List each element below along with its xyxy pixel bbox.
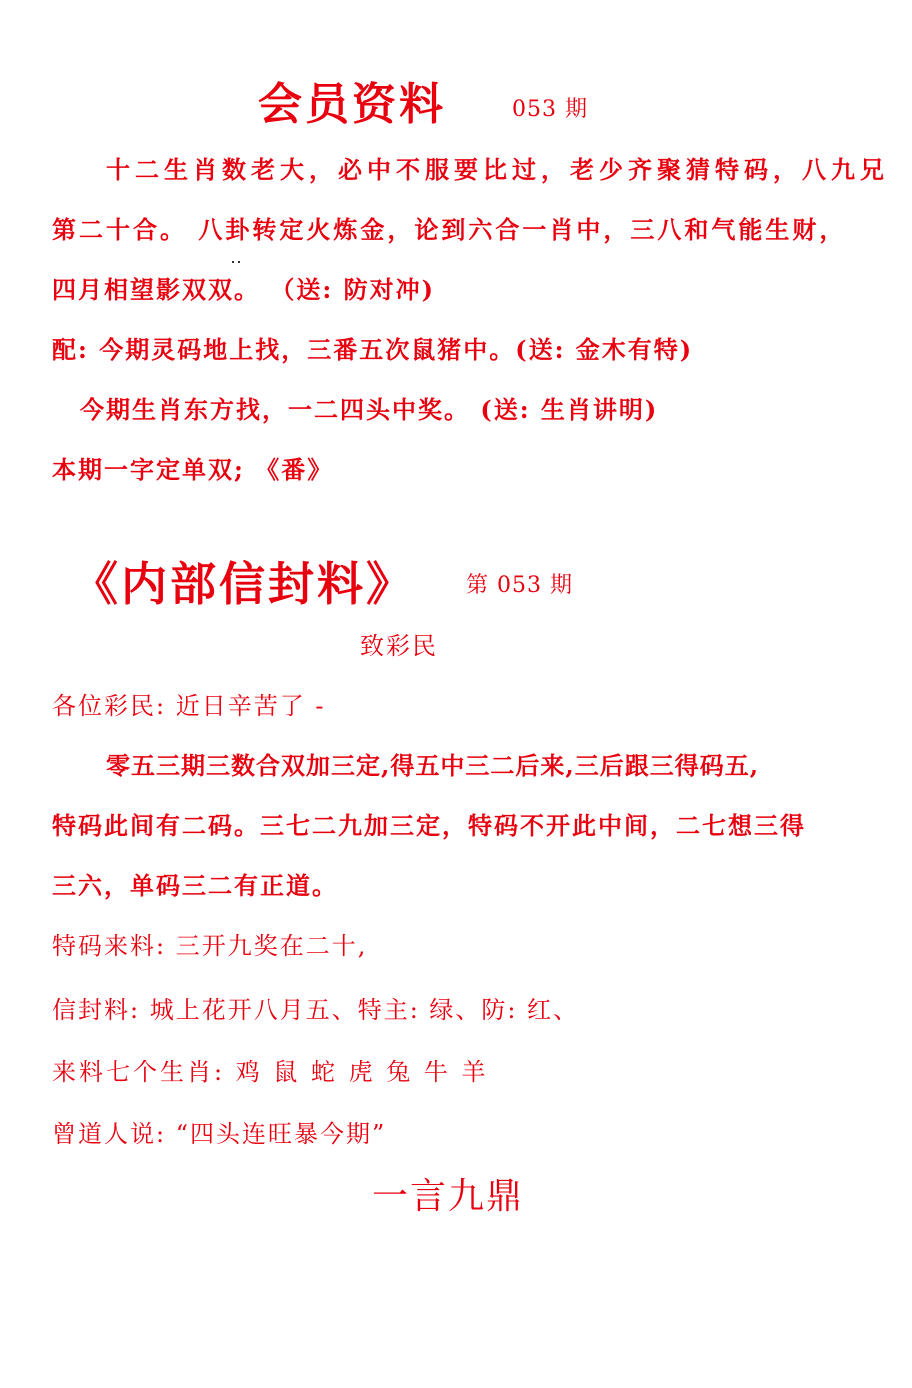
member-line-1-text: 十二生肖数老大，必中不服要比过，老少齐聚猜特码，八九兄 <box>106 155 889 184</box>
envelope-line-4: 特码来料: 三开九奖在二十, <box>52 932 368 960</box>
envelope-title: 《内部信封料》 <box>72 557 415 611</box>
member-line-4: 配: 今期灵码地上找，三番五次鼠猪中。(送: 金木有特) <box>52 335 694 364</box>
member-line-1 <box>106 150 889 185</box>
member-line-5: 今期生肖东方找，一二四头中奖。 (送: 生肖讲明) <box>80 395 659 424</box>
envelope-line-7: 曾道人说: “四头连旺暴今期” <box>52 1120 387 1148</box>
member-issue: 053 期 <box>512 97 588 122</box>
member-line-6: 本期一字定单双; 《番》 <box>52 455 334 484</box>
envelope-issue: 第 053 期 <box>466 573 573 598</box>
envelope-line-5: 信封料: 城上花开八月五、特主: 绿、防: 红、 <box>52 996 580 1024</box>
envelope-line-3: 三六，单码三二有正道。 <box>52 871 338 900</box>
envelope-greeting: 各位彩民: 近日辛苦了 - <box>52 692 326 720</box>
member-line-2: 第二十合。 八卦转定火炼金，论到六合一肖中，三八和气能生财， <box>52 215 847 244</box>
speck <box>232 261 234 263</box>
speck <box>238 261 240 263</box>
member-title: 会员资料 <box>258 79 446 130</box>
envelope-closing: 一言九鼎 <box>372 1176 525 1217</box>
member-line-3: 四月相望影双双。 （送: 防对冲) <box>52 275 435 304</box>
envelope-line-2: 特码此间有二码。三七二九加三定，特码不开此中间，二七想三得 <box>52 811 806 840</box>
envelope-line-1: 零五三期三数合双加三定,得五中三二后来,三后跟三得码五, <box>106 751 760 780</box>
envelope-subtitle: 致彩民 <box>360 632 438 660</box>
envelope-line-6: 来料七个生肖: 鸡 鼠 蛇 虎 兔 牛 羊 <box>52 1058 489 1086</box>
